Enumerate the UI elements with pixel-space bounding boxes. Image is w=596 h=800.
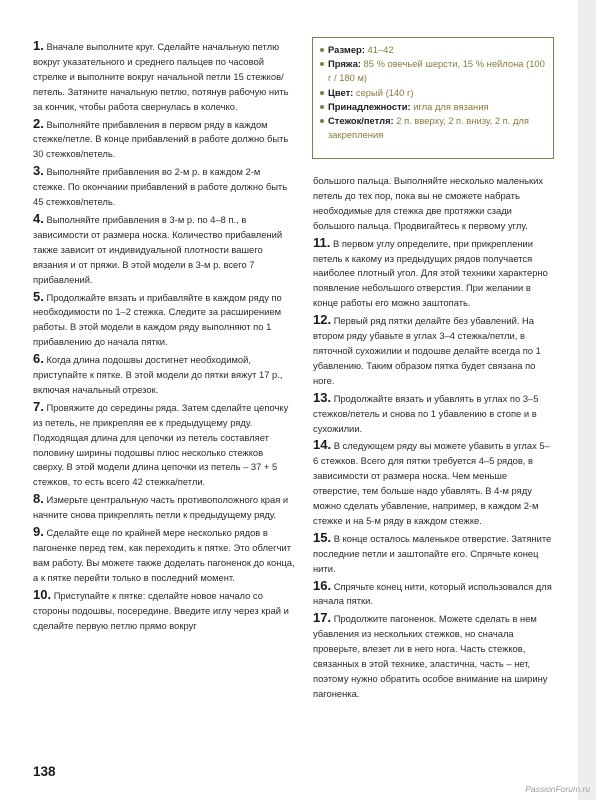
step-number: 7. — [33, 398, 44, 414]
info-item — [320, 86, 547, 100]
bullet-icon — [320, 91, 324, 95]
step-paragraph — [33, 290, 295, 351]
left-column — [33, 39, 295, 635]
step-number: 8. — [33, 491, 44, 507]
step-paragraph — [33, 400, 295, 490]
step-text: Спрячьте конец нити, который использовался для начала пятки. — [313, 580, 552, 607]
step-text: Измерьте центральную часть противоположного края и начните снова прикреплять петли к предыдущему ряду. — [33, 494, 289, 521]
step-paragraph — [33, 525, 295, 586]
info-value: серый (140 г) — [355, 86, 414, 98]
step-text: Продолжите пагоненок. Можете сделать в нем убавления из нескольких стежков, но сначала проверьте, влезет ли в него нога. Часть стежков, связанных в этой технике, эластична, часть – нет, поэтому нужно обратить особое внимание на ширину пагоненка. — [313, 613, 548, 699]
step-number: 11. — [313, 234, 331, 250]
bullet-icon — [320, 62, 324, 66]
step-number: 14. — [313, 437, 332, 453]
step-paragraph — [313, 313, 555, 389]
info-label: Пряжа: — [328, 58, 361, 70]
step-text: Выполняйте прибавления в 3-м р. по 4–8 п., в зависимости от размера носка. Количество прибавлений также зависит от индивидуальной плотности вашего вязания и от пряжи. В этой модели в 3-м р. всего 7 прибавлений. — [33, 213, 283, 285]
step-number: 13. — [313, 389, 332, 405]
step-number: 6. — [33, 351, 44, 367]
bullet-icon — [320, 119, 324, 123]
info-label: Цвет: — [328, 86, 354, 98]
step-text: Когда длина подошвы достигнет необходимой, приступайте к пятке. В этой модели до пятки вяжут 17 р., включая начальный отрезок. — [33, 354, 283, 395]
step-continuation: большого пальца. Выполняйте несколько маленьких петель до тех пор, пока вы не сможете набрать необходимые для стежка две протяжки сзади большого пальца. Продвигайтесь к первому углу. — [313, 175, 544, 231]
step-number: 9. — [33, 524, 44, 540]
page-number: 138 — [33, 764, 56, 779]
step-paragraph — [313, 438, 555, 528]
right-column — [313, 174, 555, 704]
step-text: В конце осталось маленькое отверстие. Затяните последние петли и заштопайте его. Спрячьте конец нити. — [313, 532, 552, 574]
info-value: 85 % овечьей шерсти, 15 % нейлона (100 г / 180 м) — [328, 58, 545, 84]
step-text: Первый ряд пятки делайте без убавлений. На втором ряду убавьте в углах 3–4 стежка/петли, в пяточной сухожилии и подошве делайте всегда по 1 убавлению. Таким образом пятка будет связана по ноге. — [313, 315, 541, 386]
step-number: 2. — [33, 115, 44, 131]
info-label: Стежок/петля: — [328, 115, 394, 127]
step-number: 12. — [313, 312, 332, 328]
step-paragraph — [313, 236, 555, 312]
step-text: В первом углу определите, при прикреплении петель к какому из предыдущих рядов получается наиболее плотный угол. Для этой техники характерно появление небольшого отверстия. При желании в конце работы его можно заштопать. — [313, 237, 548, 309]
info-item — [320, 57, 547, 85]
step-text: Выполняйте прибавления в первом ряду в каждом стежке/петле. В конце прибавлений в работе должно быть 30 стежков/петель. — [33, 118, 289, 160]
step-number: 17. — [313, 610, 332, 626]
step-number: 1. — [33, 38, 44, 53]
step-paragraph — [33, 492, 295, 523]
step-paragraph — [33, 117, 295, 163]
bullet-icon — [320, 48, 324, 52]
step-text: Сделайте еще по крайней мере несколько рядов в пагоненке перед тем, как переходить к пятке. Это облегчит вам работу. Вы можете также доделать пагоненок до конца, а к пятке перейти только в последний момент. — [33, 527, 295, 583]
info-value: 41–42 — [367, 44, 394, 55]
step-text: Продолжайте вязать и прибавляйте в каждом ряду по необходимости по 1–2 стежка. Следите за расширением работы. В этой модели в каждом ряду выполняют по 1 прибавлению до начала пятки. — [33, 291, 282, 348]
info-item — [320, 114, 547, 142]
info-value: игла для вязания — [413, 100, 489, 112]
info-label: Принадлежности: — [328, 100, 411, 112]
step-text: Вначале выполните круг. Сделайте начальную петлю вокруг указательного и среднего пальцев по часовой стрелке и выполните вокруг начальной петли 15 стежков/петель. Затяните начальную петлю, потянув рабочую нить за кончик, чтобы работа свернулась в колечко. — [33, 41, 289, 112]
info-value: 2 п. вверху, 2 п. внизу, 2 п. для закрепления — [328, 115, 529, 141]
info-label: Размер: — [328, 44, 365, 55]
step-text: В следующем ряду вы можете убавить в углах 5–6 стежков. Всего для пятки требуется 4–5 рядов, в зависимости от размера носка. Чем меньше отверстие, тем больше надо убавлять. В 4-м ряду можно сделать убавление, например, в каждом 2-м стежке и на 5-м ряду в каждом стежке. — [313, 440, 550, 526]
step-number: 4. — [33, 210, 44, 226]
step-paragraph — [313, 391, 555, 437]
step-paragraph — [33, 212, 295, 288]
step-text: Приступайте к пятке: сделайте новое начало со стороны подошвы, посередине. Введите иглу через край и сделайте первую петлю прямо вокруг — [33, 589, 289, 631]
step-number: 5. — [33, 288, 44, 304]
side-margin-bar — [578, 0, 596, 800]
watermark: PassionForum.ru — [525, 784, 590, 794]
step-paragraph — [33, 164, 295, 210]
bullet-icon — [320, 105, 324, 109]
step-paragraph — [33, 588, 295, 634]
step-paragraph — [313, 531, 555, 577]
step-text: Продолжайте вязать и убавлять в углах по 3–5 стежков/петель и снова по 1 убавлению в стопе и в сухожилии. — [313, 392, 539, 434]
step-paragraph — [33, 352, 295, 398]
step-number: 15. — [313, 529, 332, 545]
info-item — [320, 43, 547, 57]
step-paragraph — [33, 39, 295, 115]
materials-info-box — [312, 37, 554, 159]
step-number: 3. — [33, 163, 44, 179]
info-item — [320, 100, 547, 114]
step-text: Провяжите до середины ряда. Затем сделайте цепочку из петель, не прикрепляя ее к предыдущему ряду. Подходящая длина для цепочки из петель составляет половину ширины подошвы плюс несколько стежков сверху. В этой модели длина цепочки из петель – 37 + 5 стежков, то есть всего 42 стежка/петли. — [33, 401, 289, 488]
step-paragraph — [313, 611, 555, 701]
step-paragraph — [313, 579, 555, 610]
step-number: 10. — [33, 586, 52, 602]
step-text: Выполняйте прибавления во 2-м р. в каждом 2-м стежке. По окончании прибавлений в работе должно быть 45 стежков/петель. — [33, 166, 288, 208]
step-number: 16. — [313, 577, 332, 593]
